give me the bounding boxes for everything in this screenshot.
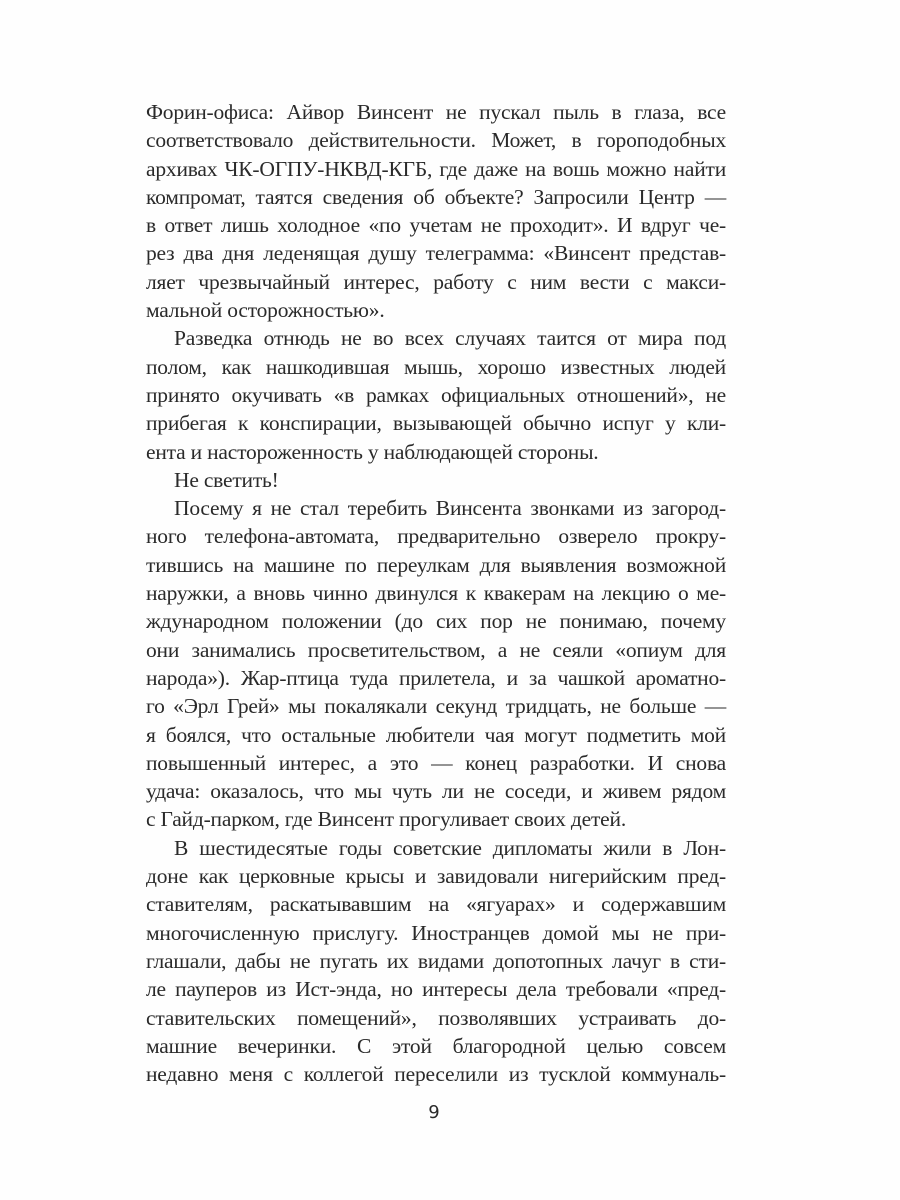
text-line: ставителям, раскатывавшим на «ягуарах» и содержавшим: [146, 892, 726, 917]
text-line: Посему я не стал теребить Винсента звонками из загород-: [174, 496, 726, 521]
text-line: с Гайд-парком, где Винсент прогуливает своих детей.: [146, 807, 627, 832]
body-text: [146, 98, 726, 1088]
text-line: народа»). Жар-птица туда прилетела, и за чашкой ароматно-: [146, 665, 726, 690]
text-line: мальной осторожностью».: [146, 298, 385, 323]
text-line: ляет чрезвычайный интерес, работу с ним вести с макси-: [146, 269, 726, 294]
text-line: повышенный интерес, а это — конец разработки. И снова: [146, 750, 726, 775]
text-line: доне как церковные крысы и завидовали нигерийским пред-: [146, 864, 726, 889]
text-line: ставительских помещений», позволявших устраивать до-: [146, 1005, 726, 1030]
text-line: Не светить!: [174, 467, 279, 492]
text-line: удача: оказалось, что мы чуть ли не соседи, и живем рядом: [146, 779, 726, 804]
text-line: го «Эрл Грей» мы покалякали секунд тридцать, не больше —: [146, 694, 726, 719]
text-line: я боялся, что остальные любители чая могут подметить мой: [146, 722, 726, 747]
text-line: они занимались просветительством, а не сеяли «опиум для: [146, 637, 726, 662]
text-line: архивах ЧК-ОГПУ-НКВД-КГБ, где даже на вошь можно найти: [146, 156, 726, 181]
text-line: компромат, таятся сведения об объекте? Запросили Центр —: [146, 184, 726, 209]
text-line: тившись на машине по переулкам для выявления возможной: [146, 552, 726, 577]
text-line: недавно меня с коллегой переселили из тусклой коммуналь-: [146, 1062, 726, 1087]
text-line: наружки, а вновь чинно двинулся к квакерам на лекцию о ме-: [146, 581, 726, 606]
text-line: машние вечеринки. С этой благородной целью совсем: [146, 1033, 726, 1058]
text-line: ента и настороженность у наблюдающей стороны.: [146, 439, 599, 464]
text-line: Разведка отнюдь не во всех случаях таится от мира под: [174, 326, 726, 351]
text-line: глашали, дабы не пугать их видами допотопных лачуг в сти-: [146, 948, 726, 973]
text-line: в ответ лишь холодное «по учетам не проходит». И вдруг че-: [146, 213, 726, 238]
text-line: рез два дня леденящая душу телеграмма: «Винсент представ-: [146, 241, 726, 266]
page-number: 9: [428, 1102, 440, 1123]
text-line: принято окучивать «в рамках официальных отношений», не: [146, 382, 726, 407]
text-line: многочисленную прислугу. Иностранцев домой мы не при-: [146, 920, 726, 945]
text-line: прибегая к конспирации, вызывающей обычно испуг у кли-: [146, 411, 726, 436]
text-line: полом, как нашкодившая мышь, хорошо известных людей: [146, 354, 726, 379]
text-line: ле пауперов из Ист-энда, но интересы дела требовали «пред-: [146, 977, 726, 1002]
text-line: ждународном положении (до сих пор не понимаю, почему: [146, 609, 726, 634]
text-line: Форин-офиса: Айвор Винсент не пускал пыль в глаза, все: [146, 100, 726, 124]
text-line: В шестидесятые годы советские дипломаты жили в Лон-: [174, 835, 726, 860]
text-line: ного телефона-автомата, предварительно озверело прокру-: [146, 524, 726, 549]
text-line: соответствовало действительности. Может, в гороподобных: [146, 128, 726, 153]
